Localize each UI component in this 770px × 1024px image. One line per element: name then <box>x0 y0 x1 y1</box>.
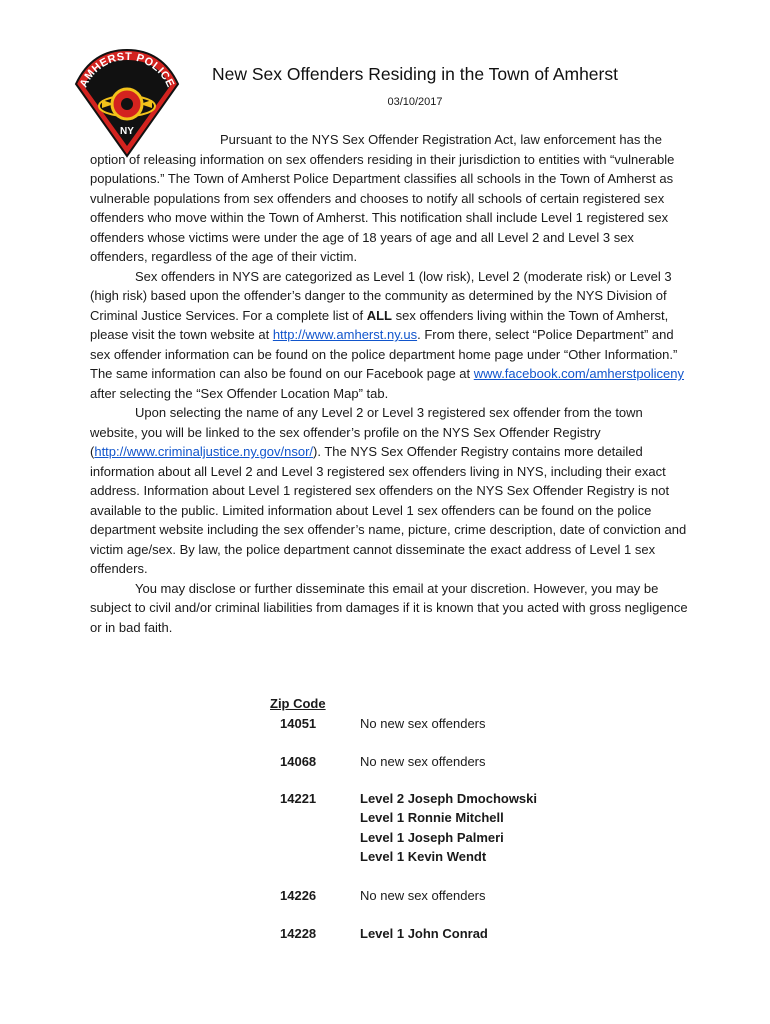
zip-row <box>268 886 588 906</box>
zip-rows <box>268 714 588 944</box>
zip-row <box>268 789 588 867</box>
zip-row <box>268 924 588 944</box>
zip-code-value: 14226 <box>280 887 317 903</box>
zip-code-value: 14228 <box>280 926 317 941</box>
offender-entry: Level 1 Kevin Wendt <box>360 849 487 864</box>
paragraph-3-text-b: ). The NYS Sex Offender Registry contains more detailed information about all Level 2 and Level 3 registered sex offenders living in NYS, including their exact address. Information about Level 1 registered sex offenders on the NYS Sex Offender Registry is not available to the public. Limited information about Level 1 sex offenders can be found on the police department website including the sex offender’s name, picture, crime description, date of conviction and victim age/sex. By law, the police department cannot disseminate the exact address of Level 1 sex offenders. <box>90 444 687 576</box>
zip-code-header: Zip Code <box>270 696 326 711</box>
paragraph-2-text-d: after selecting the “Sex Offender Location Map” tab. <box>90 385 389 401</box>
offender-entry: No new sex offenders <box>360 715 486 731</box>
offender-info <box>360 714 588 734</box>
offender-info <box>360 886 588 906</box>
offender-info <box>360 752 588 772</box>
emphasis-all: ALL <box>366 307 392 323</box>
paragraph-1-text: Pursuant to the NYS Sex Offender Registration Act, law enforcement has the option of releasing information on sex offenders residing in their jurisdiction to entities with “vulnerable populations.” The Town of Amherst Police Department classifies all schools in the Town of Amherst as vulnerable populations from sex offenders and chooses to notify all schools of certain registered sex offenders who move within the Town of Amherst. This notification shall include Level 1 registered sex offenders whose victims were under the age of 18 years of age and all Level 2 and Level 3 sex offenders, regardless of the age of their victim. <box>90 132 675 264</box>
offender-entry: Level 1 John Conrad <box>360 926 488 941</box>
page-title: New Sex Offenders Residing in the Town of Amherst <box>212 64 618 84</box>
offender-entry: Level 2 Joseph Dmochowski <box>360 790 538 806</box>
facebook-page-link[interactable]: www.facebook.com/amherstpoliceny <box>473 366 685 381</box>
badge-top-text: AMHERST POLICE <box>77 50 177 90</box>
paragraph-1 <box>90 130 690 267</box>
paragraph-3-text-a: Upon selecting the name of any Level 2 or Level 3 registered sex offender from the town website, you will be linked to the sex offender’s profile on the NYS Sex Offender Registry ( <box>90 405 643 459</box>
badge-bottom-text: NY <box>120 126 134 137</box>
offender-entry: No new sex offenders <box>360 887 486 903</box>
offender-entry: Level 1 Ronnie Mitchell <box>360 810 504 825</box>
offender-info <box>360 924 588 944</box>
paragraph-4: You may disclose or further disseminate this email at your discretion. However, you may be subject to civil and/or criminal liabilities from damages if it is known that you acted with gross negligence or in bad faith. <box>90 580 688 635</box>
paragraph-2-text-b: sex offenders living within the Town of Amherst, please visit the town website at <box>90 307 669 342</box>
zip-code-table <box>268 694 588 944</box>
zip-row <box>268 752 588 772</box>
paragraph-2 <box>90 267 690 404</box>
paragraph-2-text-a: Sex offenders in NYS are categorized as Level 1 (low risk), Level 2 (moderate risk) or Level 3 (high risk) based upon the offender’s danger to the community as determined by the NYS Division of Criminal Justice Services. For a complete list of <box>90 268 672 323</box>
nsor-registry-link[interactable]: http://www.criminaljustice.ny.gov/nsor/ <box>94 444 314 459</box>
document-date: 03/10/2017 <box>387 96 443 108</box>
body-text <box>90 130 690 637</box>
zip-code-value: 14221 <box>280 790 317 806</box>
offender-entry: No new sex offenders <box>360 754 486 769</box>
paragraph-2-text-c: . From there, select “Police Department” and sex offender information can be found on the police department home page under “Other Information.” The same information can also be found on our Facebook page at <box>90 327 678 381</box>
offender-info <box>360 789 588 867</box>
amherst-website-link[interactable]: http://www.amherst.ny.us <box>272 327 418 342</box>
zip-row <box>268 714 588 734</box>
zip-code-value: 14051 <box>280 715 317 731</box>
offender-entry: Level 1 Joseph Palmeri <box>360 829 504 845</box>
zip-code-value: 14068 <box>280 754 317 769</box>
paragraph-3 <box>90 403 690 579</box>
